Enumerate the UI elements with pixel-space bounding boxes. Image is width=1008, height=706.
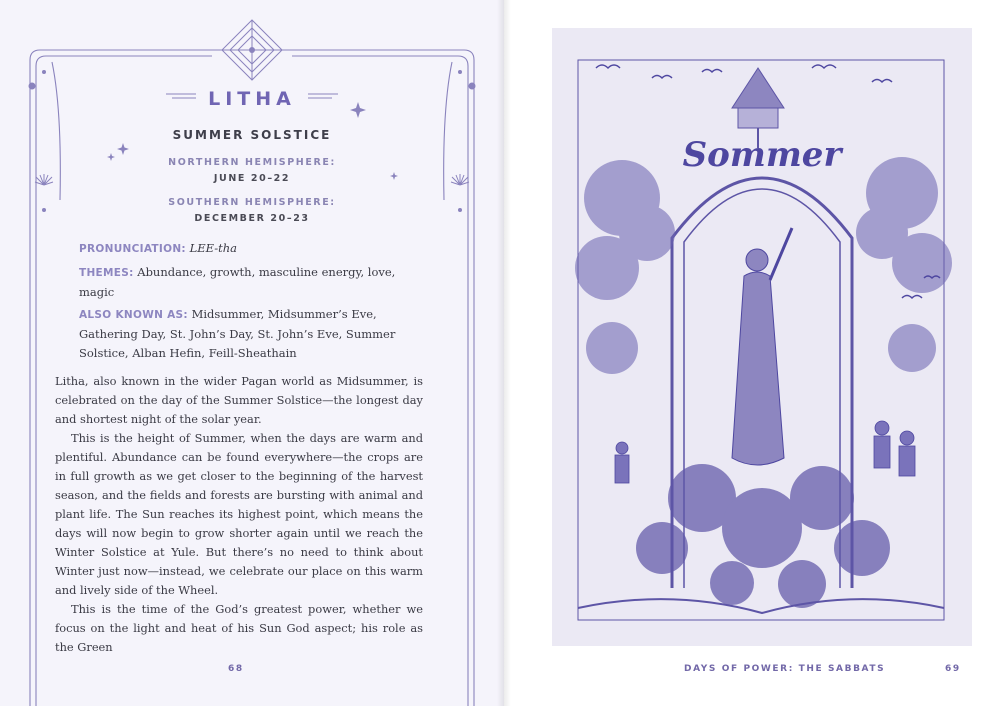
paragraph-3: This is the time of the God’s greatest power, whether we focus on the light and heat of his Sun God aspect; his role as the Green: [55, 602, 423, 654]
themes-label: THEMES:: [79, 267, 134, 279]
pronunciation-value: LEE-tha: [189, 241, 237, 255]
southern-label: SOUTHERN HEMISPHERE:: [168, 197, 336, 208]
aka-line-3: Solstice, Alban Hefin, Feill-Sheathain: [79, 346, 297, 360]
northern-label: NORTHERN HEMISPHERE:: [168, 157, 336, 168]
pronunciation-label: PRONUNCIATION:: [79, 243, 186, 255]
aka-label: ALSO KNOWN AS:: [79, 309, 188, 321]
themes-line-2: magic: [79, 285, 115, 299]
sabbat-title: LITHA: [208, 88, 296, 110]
summer-illustration: [552, 28, 972, 646]
page-number-right: 69: [945, 664, 961, 674]
aka-line-1: Midsummer, Midsummer’s Eve,: [191, 307, 377, 321]
northern-date: JUNE 20–22: [213, 173, 291, 184]
pronunciation: [79, 239, 409, 259]
themes: [79, 263, 409, 302]
southern-date: DECEMBER 20–23: [194, 213, 310, 224]
paragraph-2: This is the height of Summer, when the days are warm and plentiful. Abundance can be found everywhere—the crops are in full growth as we get closer to the beginning of the harvest season, and the fields and forests are bursting with animal and plant life. The Sun reaches its highest point, which means the days will now begin to grow shorter again until we reach the Winter Solstice at Yule. But there’s no need to think about Winter just now—instead, we celebrate our place on this warm and lively side of the Wheel.: [55, 431, 423, 597]
southern-hemisphere: [0, 195, 504, 227]
page-number-left: 68: [228, 664, 244, 674]
right-page: [504, 0, 1008, 706]
illustration-plate: [552, 28, 972, 646]
sabbat-subtitle: SUMMER SOLSTICE: [172, 128, 332, 142]
illustration-word: Sommer: [682, 135, 842, 175]
paragraph-1: Litha, also known in the wider Pagan world as Midsummer, is celebrated on the day of the Summer Solstice—the longest day and shortest night of the solar year.: [55, 374, 423, 426]
northern-hemisphere: [0, 155, 504, 187]
aka-line-2: Gathering Day, St. John’s Day, St. John’s Eve, Summer: [79, 327, 396, 341]
body-text: [55, 372, 423, 657]
running-head: DAYS OF POWER: THE SABBATS: [684, 664, 886, 674]
themes-line-1: Abundance, growth, masculine energy, love,: [137, 265, 396, 279]
also-known-as: [79, 305, 419, 363]
